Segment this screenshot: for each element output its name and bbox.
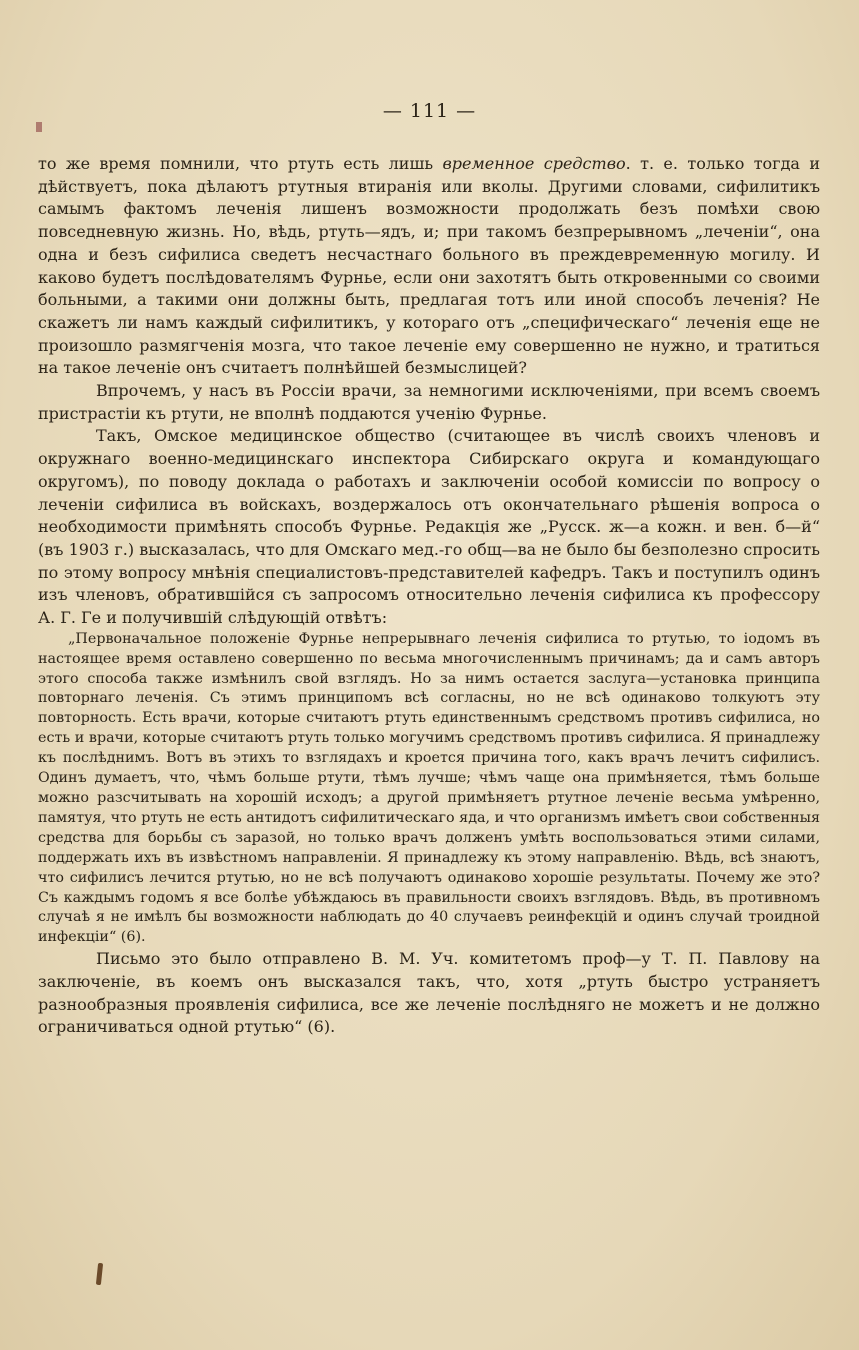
page-number: — 111 — [382,100,477,122]
italic-phrase: временное средство [442,154,626,173]
quoted-letter: „Первоначальное положеніе Фурнье непрерывнаго леченія сифилиса то ртутью, то іодомъ въ настоящее время оставлено совершенно по весьма многочисленнымъ причинамъ; да и самъ авторъ этого способа также измѣнилъ свой взглядъ. Но за нимъ остается заслуга—установка принципа повторнаго леченія. Съ этимъ принципомъ всѣ согласны, но не всѣ одинаково толкуютъ эту повторность. Есть врачи, которые считаютъ ртуть единственнымъ средствомъ противъ сифилиса, но есть и врачи, которые считаютъ ртуть только могучимъ средствомъ противъ сифилиса. Я принадлежу къ послѣднимъ. Вотъ въ этихъ то взглядахъ и кроется причина того, какъ врачъ лечитъ сифилисъ. Одинъ думаетъ, что, чѣмъ больше ртути, тѣмъ лучше; чѣмъ чаще она примѣняется, тѣмъ больше можно разсчитывать на хорошій исходъ; а другой примѣняетъ ртутное леченіе весьма умѣренно, памятуя, что ртуть не есть антидотъ сифилитическаго яда, и что организмъ имѣетъ свои собственныя средства для борьбы съ заразой, но только врачъ долженъ умѣть воспользоваться этими силами, поддержать ихъ въ извѣстномъ направленіи. Я принадлежу къ этому направленію. Вѣдь, всѣ знаютъ, что сифилисъ лечится ртутью, но не всѣ получаютъ одинаково хорошіе результаты. Почему же это? Съ каждымъ годомъ я все болѣе убѣждаюсь въ правильности своихъ взглядовъ. Вѣдь, въ противномъ случаѣ я не имѣлъ бы возможности наблюдать до 40 случаевъ реинфекцій и одинъ случай троидной инфекціи“ (6). [38,630,820,946]
paragraph: Впрочемъ, у насъ въ Россіи врачи, за немногими исключеніями, при всемъ своемъ пристрастіи къ ртути, не вполнѣ поддаются ученію Фурнье. [38,381,820,423]
paragraph: Письмо это было отправлено В. М. Уч. комитетомъ проф—у Т. П. Павлову на заключеніе, въ коемъ онъ высказался такъ, что, хотя „ртуть быстро устраняетъ разнообразныя проявленія сифилиса, все же леченіе послѣдняго не можетъ и не должно ограничиваться одной ртутью“ (6). [38,949,820,1037]
pencil-mark [96,1263,103,1285]
paragraph-text: то же время помнили, что ртуть есть лишь [38,154,443,173]
margin-ink-mark [36,122,42,132]
page-body [38,153,820,1039]
paragraph: Такъ, Омское медицинское общество (считающее въ числѣ своихъ членовъ и окружнаго военно-медицинскаго инспектора Сибирскаго округа и командующаго округомъ), по поводу доклада о работахъ и заключеніи особой комиссіи по вопросу о леченіи сифилиса въ войскахъ, воздержалось отъ окончательнаго рѣшенія вопроса о необходимости примѣнять способъ Фурнье. Редакція же „Русск. ж—а кожн. и вен. б—й“ (въ 1903 г.) высказалась, что для Омскаго мед.-го общ—ва не было бы безполезно спросить по этому вопросу мнѣнія специалистовъ-представителей кафедръ. Такъ и поступилъ одинъ изъ членовъ, обратившійся съ запросомъ относительно леченія сифилиса къ профессору А. Г. Ге и получившій слѣдующій отвѣтъ: [38,426,820,628]
paragraph-continuation [38,153,820,380]
paragraph-text: . т. е. только тогда и дѣйствуетъ, пока дѣлаютъ ртутныя втиранія или вколы. Другими словами, сифилитикъ самымъ фактомъ леченія лишенъ возможности продолжать безъ помѣхи свою повседневную жизнь. Но, вѣдь, ртуть—ядъ, и; при такомъ безпрерывномъ „леченіи“, она одна и безъ сифилиса сведетъ несчастнаго больного въ преждевременную могилу. И каково будетъ послѣдователямъ Фурнье, если они захотятъ быть откровенными со своими больными, а такими они должны быть, предлагая тотъ или иной способъ леченія? Не скажетъ ли намъ каждый сифилитикъ, у котораго отъ „специфическаго“ леченія еще не произошло размягченія мозга, что такое леченіе ему совершенно не нужно, и тратиться на такое леченіе онъ считаетъ полнѣйшей безмыслицей? [38,154,820,378]
